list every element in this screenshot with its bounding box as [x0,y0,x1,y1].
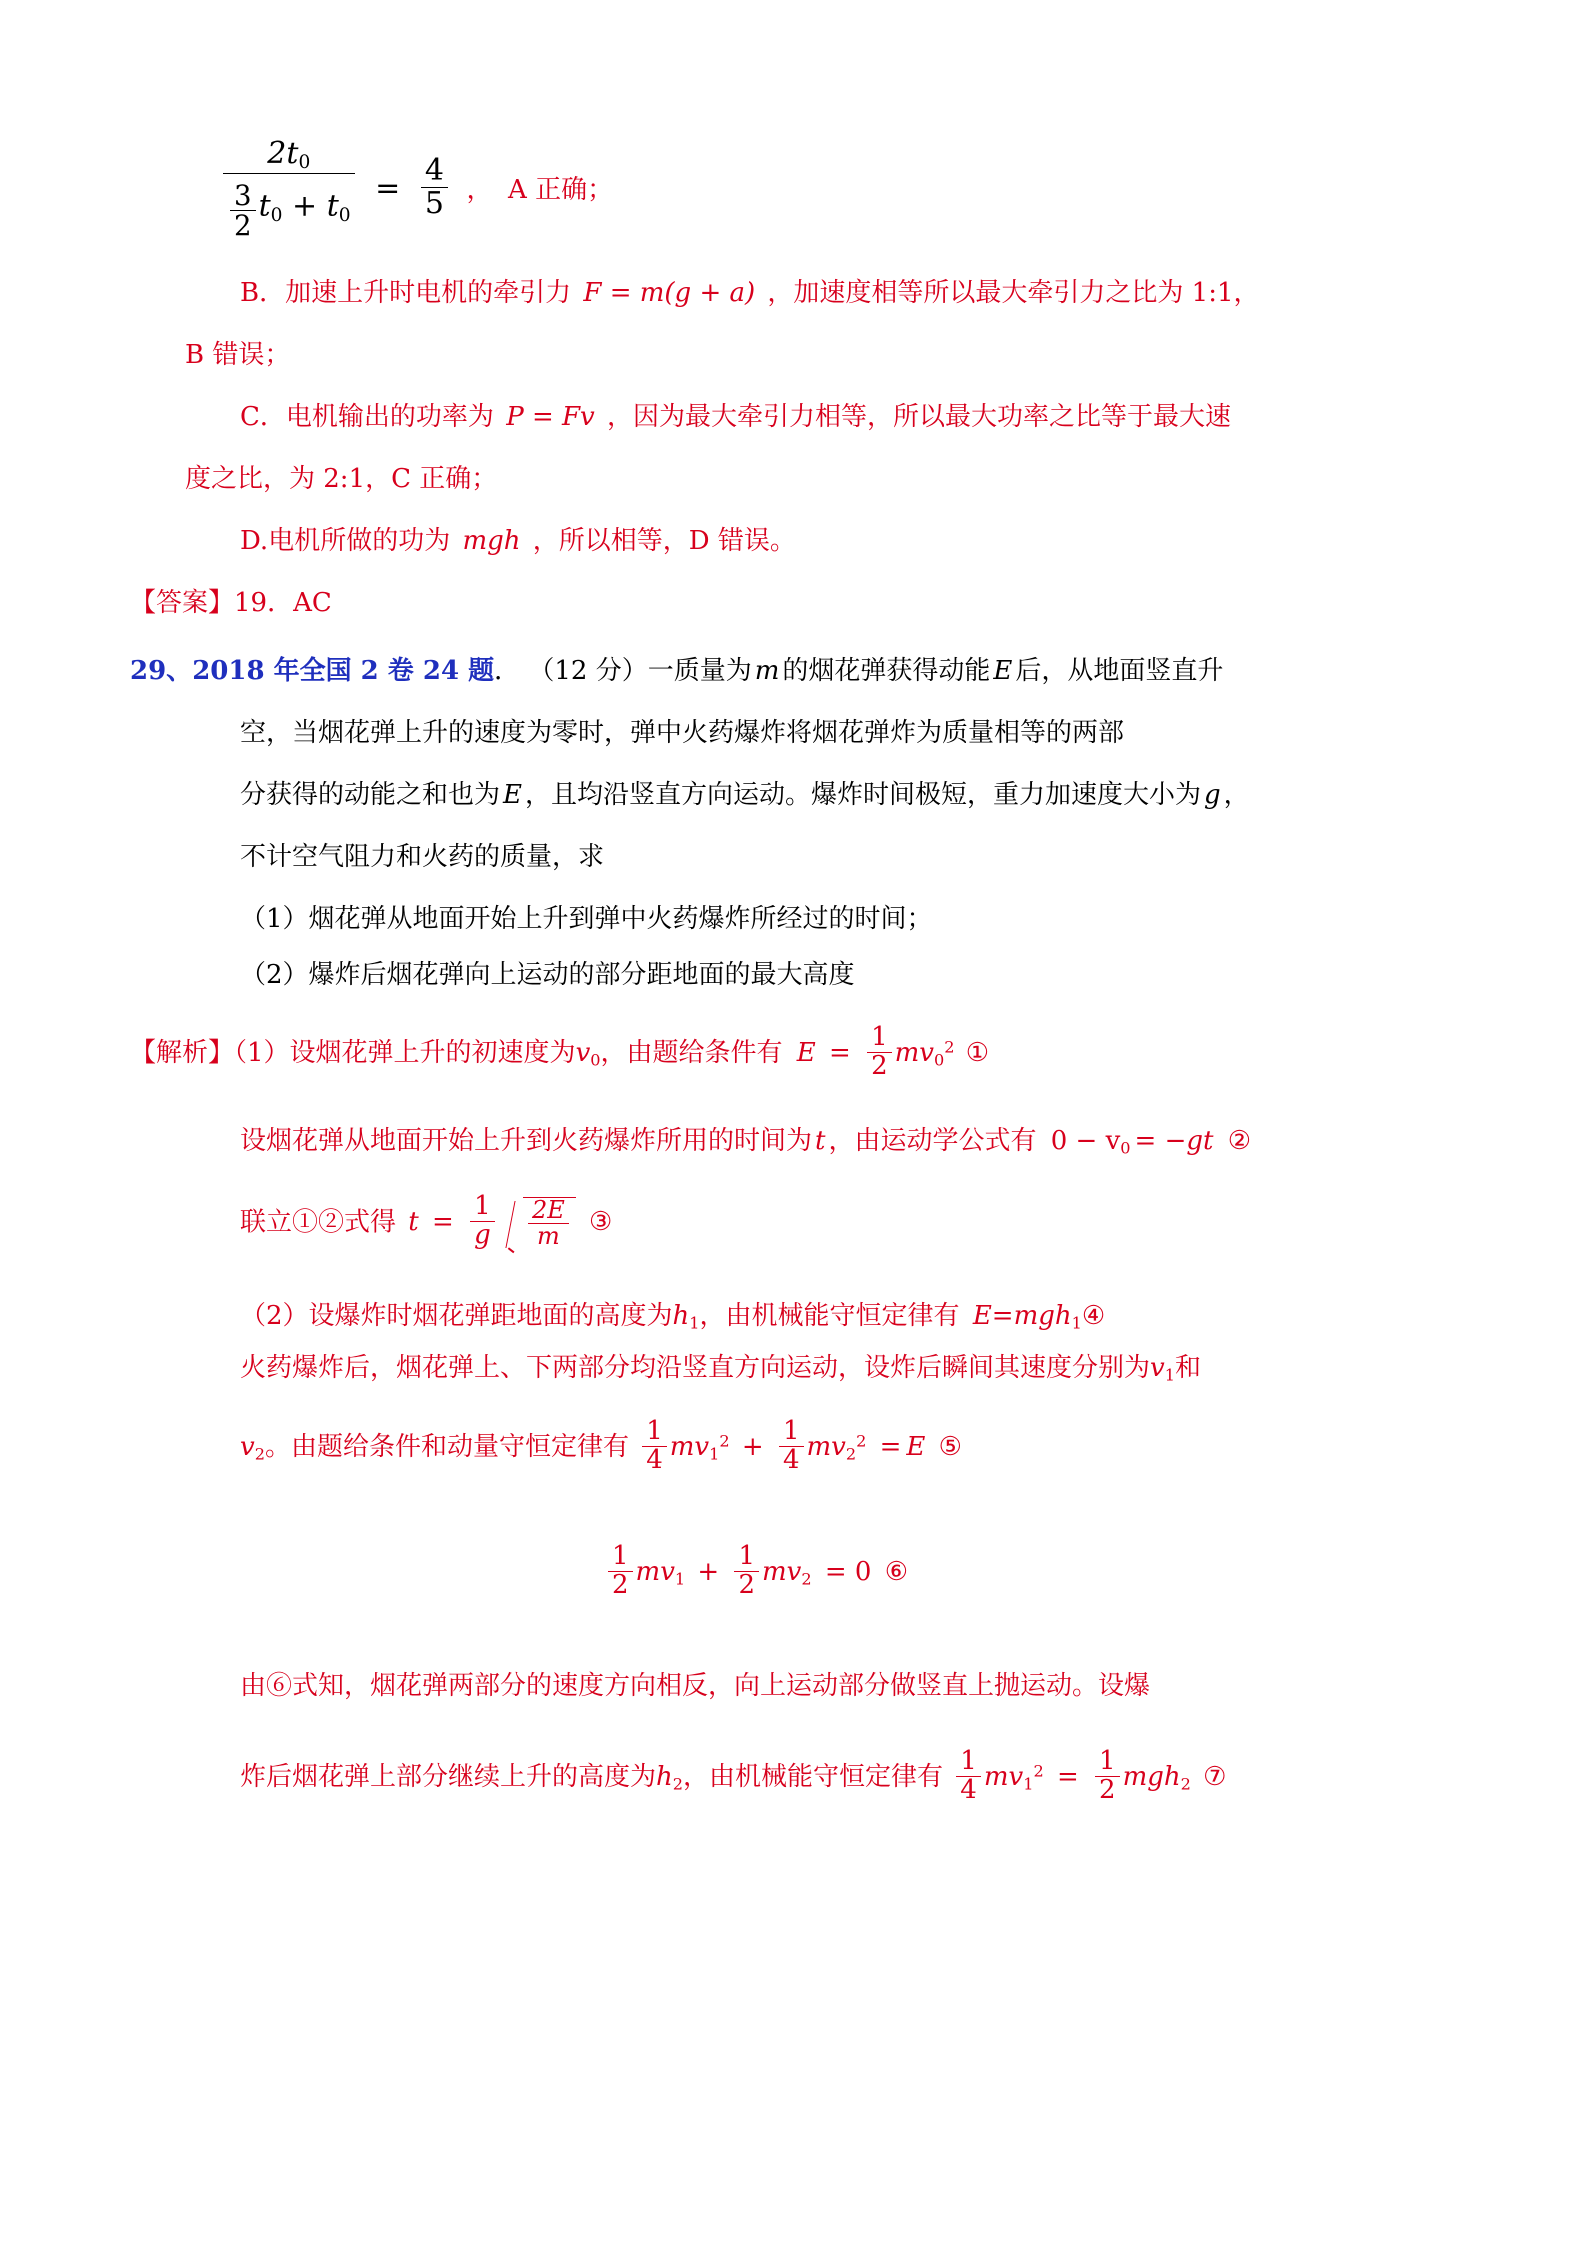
problem-29-header [130,650,1223,687]
solution-step1-frac-den: 2 [867,1052,892,1081]
solution-step1-equals: = [829,1038,851,1069]
solution-step6-text: 。由题给条件和动量守恒定律有 [264,1432,629,1463]
solution-step9-mark: ⑦ [1203,1762,1227,1793]
solution-step6-mv1-sup: 2 [719,1431,730,1451]
problem-29-body-line-2 [240,712,1124,749]
problem-29-source-period: ． [494,656,521,686]
option-c-text-1: 电机输出的功率为 [285,402,494,432]
option-d-text-2: ，所以相等，D 错误。 [532,526,796,556]
solution-step2-text-b: ，由运动学公式有 [828,1126,1037,1156]
solution-step7-mv2-sub: 2 [801,1569,812,1589]
solution-step9-mv1: mv [983,1762,1024,1793]
option-b-wrap-line [185,334,290,371]
solution-step9-mgh2-sub: 2 [1180,1774,1191,1794]
solution-step6-v2-sub: 2 [254,1444,265,1464]
solution-step7-f1-den: 2 [608,1571,633,1600]
solution-step4-text-a: （2）设爆炸时烟花弹距地面的高度为 [240,1301,673,1331]
problem-29-body-1c: 后，从地面竖直升 [1015,656,1224,686]
option-d-text-1: 电机所做的功为 [268,526,451,556]
solution-step9-f1-den: 4 [956,1776,981,1805]
option-b-wrap-text: B 错误； [185,340,291,370]
solution-step6-E: E [906,1432,926,1463]
solution-step6-mv1-sub: 1 [709,1444,720,1464]
option-c-label: C． [240,402,286,432]
solution-step9-equals: = [1056,1762,1079,1793]
option-d-formula: mgh [462,526,521,556]
problem-29-sub-2-text: （2）爆炸后烟花弹向上运动的部分距地面的最大高度 [240,960,855,990]
solution-step7-f2-num: 1 [738,1541,756,1571]
solution-step-6 [240,1416,962,1476]
solution-step1-frac-num: 1 [871,1022,888,1052]
solution-step1-mv: mv [894,1038,934,1069]
problem-29-body-1b: 的烟花弹获得动能 [782,656,991,686]
problem-29-body-line-4 [240,836,604,873]
option-b-text-1: 加速上升时电机的牵引力 [285,278,572,308]
answer-line [130,582,332,619]
top-formula-den-plus: + [292,188,318,224]
problem-29-number: 29、 [130,656,193,686]
solution-step4-h1: h [672,1301,690,1331]
option-b-label: B． [240,278,286,308]
solution-step9-mv1-sup: 2 [1033,1761,1044,1781]
solution-step4-h1-sub: 1 [689,1313,700,1333]
solution-step5-v1-sub: 1 [1164,1365,1175,1385]
option-c-line [240,396,1231,433]
solution-step6-equals: = [879,1432,902,1463]
problem-29-body-3-g: g [1204,780,1221,810]
solution-step6-plus: + [741,1432,764,1463]
problem-29-points: （12 分） [528,656,648,686]
option-b-text-2: ，加速度相等所以最大牵引力之比为 1:1， [767,278,1260,308]
top-formula-den-frac-num: 3 [234,178,252,212]
top-formula-den-t1-sub: 0 [270,204,283,226]
option-d-label: D. [240,526,269,556]
solution-step7-mv1: mv [635,1557,675,1588]
solution-step-7 [605,1541,909,1601]
top-formula-den-t2: t [326,188,339,224]
solution-step2-formula-a: 0 − v [1050,1126,1121,1156]
solution-step-8 [240,1665,1150,1702]
solution-step4-formula-sub: 1 [1071,1313,1082,1333]
solution-step3-rad-num: 2E [531,1196,565,1224]
solution-step7-f2-den: 2 [734,1571,759,1600]
solution-tag: 【解析】 [130,1038,235,1069]
solution-step4-text-b: ，由机械能守恒定律有 [699,1301,960,1331]
solution-step9-mgh2: mgh [1122,1762,1181,1793]
top-formula-rhs-den: 5 [421,187,448,220]
solution-step4-mark: ④ [1081,1301,1106,1331]
option-b-line [240,272,1260,309]
solution-step-2 [240,1120,1251,1158]
solution-step-3 [240,1191,613,1252]
solution-step5-text-a: 火药爆炸后，烟花弹上、下两部分均沿竖直方向运动，设炸后瞬间其速度分别为 [240,1353,1151,1383]
option-c-wrap-line [185,458,497,495]
problem-29-body-2-text: 空，当烟花弹上升的速度为零时，弹中火药爆炸将烟花弹炸为质量相等的两部 [240,718,1125,748]
top-formula-comma: ， [466,174,493,205]
solution-step1-v0-sub: 0 [590,1050,601,1070]
option-c-wrap-text: 度之比，为 2:1，C 正确； [185,464,498,494]
solution-step6-mv2: mv [806,1432,846,1463]
solution-step9-f2-num: 1 [1099,1746,1116,1776]
solution-step9-text-a: 炸后烟花弹上部分继续上升的高度为 [240,1762,657,1793]
solution-step7-mv1-sub: 1 [674,1569,686,1589]
answer-value: 19．AC [234,588,332,618]
solution-step2-t: t [815,1126,826,1156]
solution-step3-t: t [408,1207,419,1238]
problem-29-body-1-E: E [993,656,1013,686]
problem-29-body-line-3 [240,774,1250,811]
solution-step3-frac-den: g [470,1221,495,1250]
problem-29-sub-1-text: （1）烟花弹从地面开始上升到弹中火药爆炸所经过的时间； [240,904,933,934]
top-formula-den-t1: t [258,188,271,224]
answer-tag: 【答案】 [130,588,235,618]
solution-step7-equals: = 0 [824,1557,872,1588]
top-fraction-formula [220,136,614,243]
problem-29-body-3b: ，且均沿竖直方向运动。爆炸时间极短，重力加速度大小为 [525,780,1202,810]
problem-29-body-1a: 一质量为 [647,656,752,686]
solution-step6-f2-num: 1 [782,1416,800,1446]
solution-step3-frac-num: 1 [474,1191,491,1222]
option-c-text-2: ，因为最大牵引力相等，所以最大功率之比等于最大速 [607,402,1232,432]
problem-29-sub-question-2 [240,954,855,991]
top-formula-rhs-num: 4 [424,153,444,189]
solution-step-9 [240,1746,1227,1806]
solution-step-4 [240,1295,1105,1333]
solution-step8-text: 由⑥式知，烟花弹两部分的速度方向相反，向上运动部分做竖直上抛运动。设爆 [240,1671,1151,1701]
problem-29-body-3a: 分获得的动能之和也为 [240,780,501,810]
solution-step3-equals: = [432,1207,454,1238]
solution-step5-v1: v [1150,1353,1165,1383]
solution-step9-h2-sub: 2 [672,1774,684,1794]
option-b-formula: F = m(g + a) [583,278,756,308]
solution-step6-mv1: mv [669,1432,710,1463]
solution-step1-text2: ，由题给条件有 [600,1038,783,1069]
solution-step1-mv-sub: 0 [934,1050,945,1070]
solution-step-1 [130,1022,990,1082]
solution-step5-text-b: 和 [1174,1353,1201,1383]
solution-step7-f1-num: 1 [612,1541,629,1571]
solution-step6-mv2-sub: 2 [845,1444,857,1464]
top-formula-numerator: 2t [267,136,299,171]
solution-step7-mark: ⑥ [884,1557,909,1588]
solution-step3-mark: ③ [589,1207,613,1238]
solution-step3-rad-den: m [528,1223,569,1249]
solution-step6-f1-num: 1 [646,1416,663,1446]
solution-step1-v0: v [575,1038,591,1069]
solution-step7-plus: + [697,1557,720,1588]
solution-step7-mv2: mv [762,1557,802,1588]
solution-step6-v2: v [240,1432,255,1463]
problem-29-body-3c: ， [1223,780,1250,810]
solution-step2-text-a: 设烟花弹从地面开始上升到火药爆炸所用的时间为 [240,1126,813,1156]
solution-step3-text: 联立①②式得 [240,1207,397,1238]
solution-step4-formula: E=mgh [972,1301,1072,1331]
solution-step6-mark: ⑤ [938,1432,962,1463]
solution-step6-f1-den: 4 [642,1446,667,1475]
solution-step6-f2-den: 4 [779,1446,804,1475]
problem-29-sub-question-1 [240,898,933,935]
option-d-line [240,520,796,557]
solution-step9-h2: h [656,1762,673,1793]
top-formula-equals: = [375,170,401,206]
solution-step9-mv1-sub: 1 [1023,1774,1034,1794]
option-c-formula: P = Fv [506,402,595,432]
solution-step1-E: E [796,1038,816,1069]
solution-step1-text: （1）设烟花弹上升的初速度为 [234,1038,576,1069]
top-formula-verdict: A 正确； [508,174,614,205]
solution-step9-f1-num: 1 [960,1746,977,1776]
problem-29-body-3-E: E [503,780,522,810]
solution-step2-formula-sub: 0 [1120,1138,1131,1158]
top-formula-den-frac-den: 2 [230,210,256,240]
problem-29-source: 2018 年全国 2 卷 24 题 [192,656,495,686]
top-formula-numerator-sub: 0 [298,152,311,174]
solution-step2-formula-b: = −gt [1134,1126,1214,1156]
solution-step9-text-b: ，由机械能守恒定律有 [683,1762,944,1793]
solution-step6-mv2-sup: 2 [856,1431,867,1451]
solution-step9-f2-den: 2 [1095,1776,1120,1805]
problem-29-body-1-m: m [754,656,780,686]
top-formula-den-t2-sub: 0 [338,204,351,226]
problem-29-body-4-text: 不计空气阻力和火药的质量，求 [240,842,605,872]
solution-step1-mv-sup: 2 [944,1037,955,1057]
solution-step1-mark: ① [965,1038,990,1069]
solution-step2-mark: ② [1227,1126,1252,1156]
solution-step-5 [240,1347,1201,1385]
